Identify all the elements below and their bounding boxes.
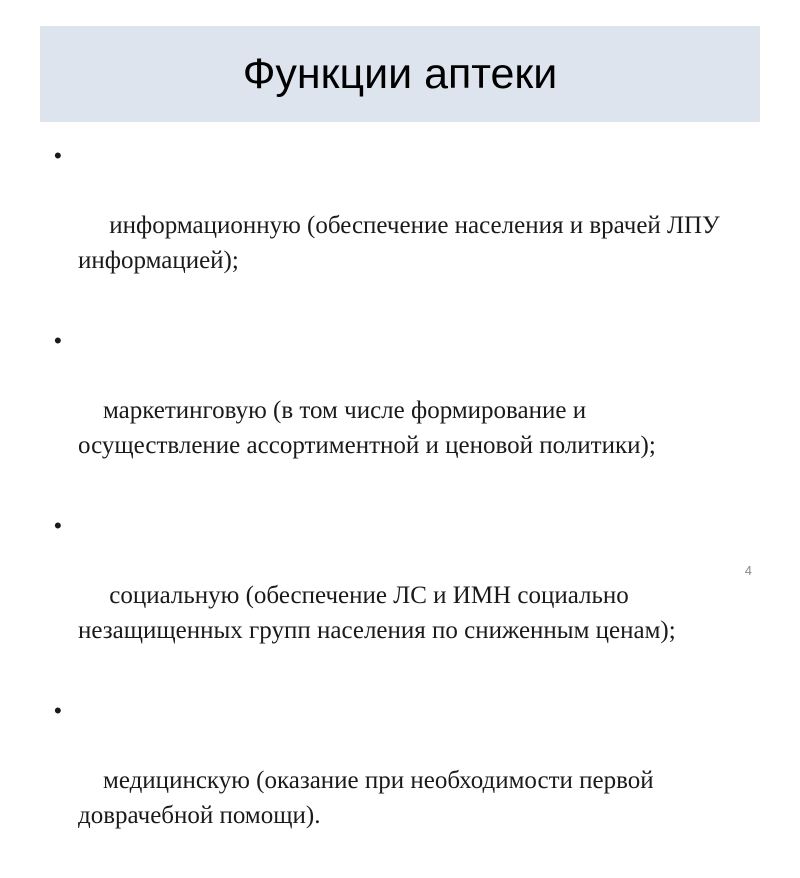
bullet-item-marketing — [50, 323, 750, 498]
bullet-dot-icon: • — [54, 698, 62, 723]
bullet-dot-icon: • — [54, 513, 62, 538]
bullet-item-medical — [50, 693, 750, 868]
bullet-text: информационную (обеспечение населения и врачей ЛПУ информацией); — [78, 212, 727, 274]
bullet-item-social — [50, 508, 750, 683]
slide-title: Функции аптеки — [242, 50, 558, 98]
bullet-dot-icon: • — [54, 143, 62, 168]
page-number: 4 — [744, 563, 752, 578]
bullet-list — [50, 138, 750, 878]
bullet-item-informational — [50, 138, 750, 313]
bullet-text: социальную (обеспечение ЛС и ИМН социально незащищенных групп населения по сниженным ценам); — [78, 582, 676, 644]
bullet-text: маркетинговую (в том числе формирование и осуществление ассортиментной и ценовой политики); — [78, 397, 656, 459]
bullet-dot-icon: • — [54, 328, 62, 353]
title-band — [40, 26, 760, 122]
bullet-text: медицинскую (оказание при необходимости первой доврачебной помощи). — [78, 767, 660, 829]
